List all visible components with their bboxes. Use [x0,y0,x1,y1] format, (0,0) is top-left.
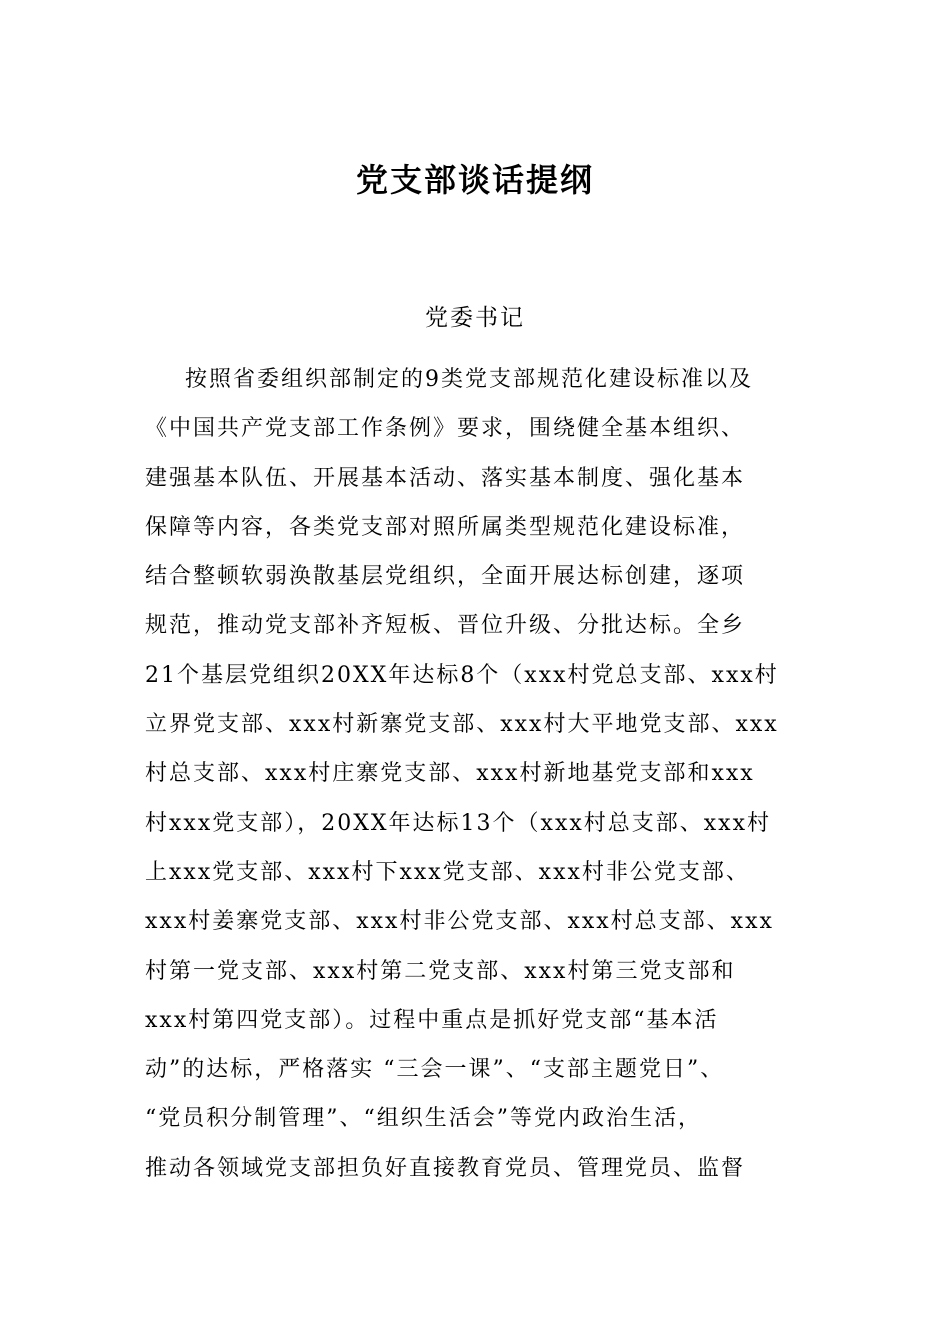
body-line: 结合整顿软弱涣散基层党组织，全面开展达标创建，逐项 [145,564,746,590]
body-line: 规范，推动党支部补齐短板、晋位升级、分批达标。全乡 [145,613,746,639]
body-line: 立界党支部、xxx村新寨党支部、xxx村大平地党支部、xxx [145,712,779,738]
body-line: 保障等内容，各类党支部对照所属类型规范化建设标准， [145,514,746,540]
body-line: 推动各领域党支部担负好直接教育党员、管理党员、监督 [145,1155,746,1181]
body-line: 动”的达标，严格落实 “三会一课”、“支部主题党日”、 [145,1057,725,1083]
body-line: 村xxx党支部），20XX年达标13个（xxx村总支部、xxx村 [145,810,771,836]
body-line: 21个基层党组织20XX年达标8个（xxx村党总支部、xxx村 [145,662,779,688]
body-line: 村第一党支部、xxx村第二党支部、xxx村第三党支部和 [145,958,736,984]
document-body [145,355,825,1193]
document-title: 党支部谈话提纲 [355,161,594,199]
body-line: 按照省委组织部制定的9类党支部规范化建设标准以及 [185,367,753,392]
body-line: 建强基本队伍、开展基本活动、落实基本制度、强化基本 [145,465,746,491]
body-line: “党员积分制管理”、“组织生活会”等党内政治生活， [145,1106,702,1132]
body-line: 村总支部、xxx村庄寨党支部、xxx村新地基党支部和xxx [145,761,755,787]
body-line: xxx村姜寨党支部、xxx村非公党支部、xxx村总支部、xxx [145,909,774,935]
body-line: 上xxx党支部、xxx村下xxx党支部、xxx村非公党支部、 [145,859,750,885]
document-author: 党委书记 [425,305,525,331]
body-line: xxx村第四党支部）。过程中重点是抓好党支部“基本活 [145,1007,719,1033]
body-line: 《中国共产党支部工作条例》要求，围绕健全基本组织、 [145,416,746,442]
